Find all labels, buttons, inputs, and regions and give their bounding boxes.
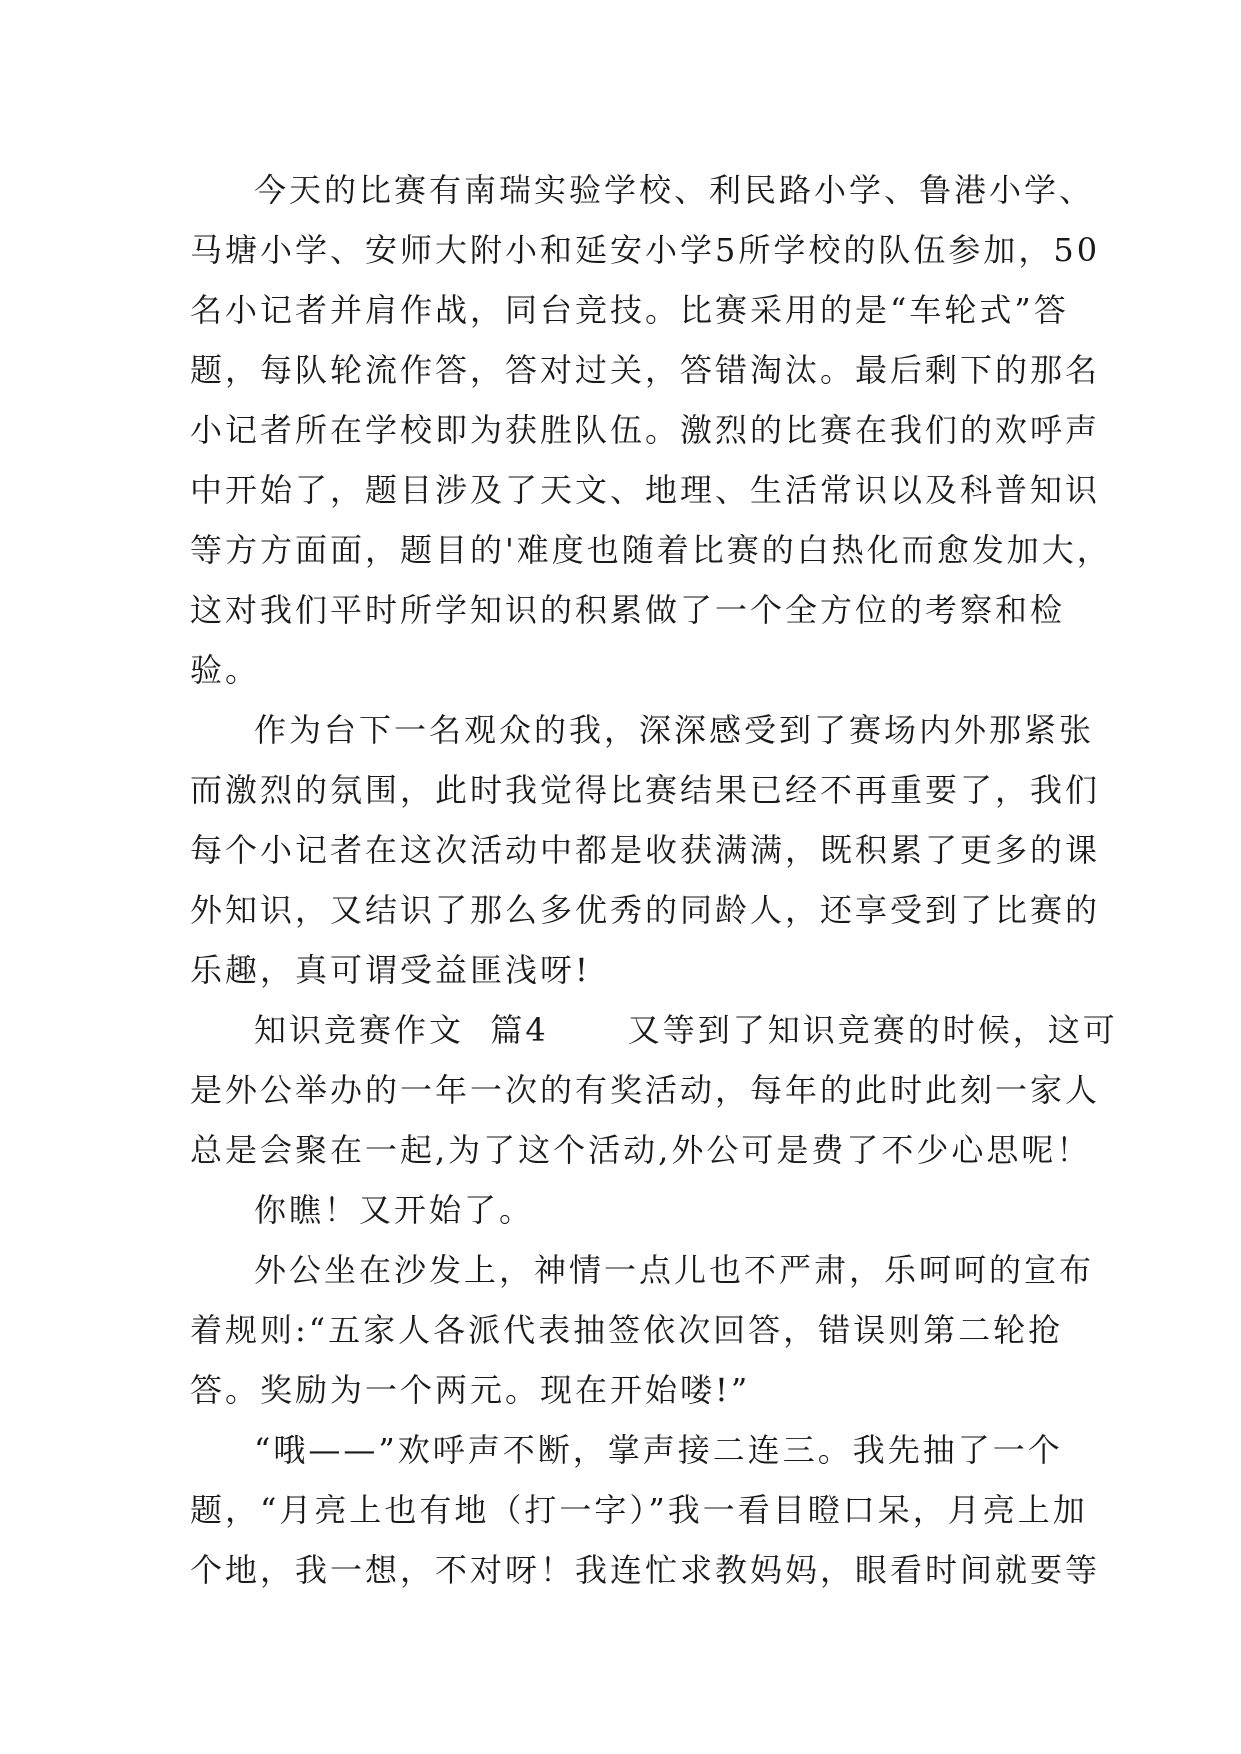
text-line: 题，每队轮流作答，答对过关，答错淘汰。最后剩下的那名 — [190, 351, 1101, 389]
text-line: 外知识，又结识了那么多优秀的同龄人，还享受到了比赛的 — [190, 891, 1101, 929]
text-line: 今天的比赛有南瑞实验学校、利民路小学、鲁港小学、 — [254, 171, 1095, 209]
text-line: 题，“月亮上也有地（打一字）”我一看目瞪口呆，月亮上加 — [190, 1491, 1088, 1529]
text-line: 验。 — [190, 651, 261, 689]
text-line: “哦——”欢呼声不断，掌声接二连三。我先抽了一个 — [254, 1431, 1063, 1469]
text-line: 答。奖励为一个两元。现在开始喽!” — [190, 1371, 751, 1409]
text-line: 这对我们平时所学知识的积累做了一个全方位的考察和检 — [190, 591, 1066, 629]
text-line: 总是会聚在一起,为了这个活动,外公可是费了不少心思呢！ — [190, 1131, 1092, 1169]
text-line: 个地，我一想，不对呀！我连忙求教妈妈，眼看时间就要等 — [190, 1551, 1101, 1589]
text-line: 名小记者并肩作战，同台竞技。比赛采用的是“车轮式”答 — [190, 291, 1069, 329]
text-line: 着规则:“五家人各派代表抽签依次回答，错误则第二轮抢 — [190, 1311, 1064, 1349]
paragraph-riddle — [190, 1420, 1101, 1600]
text-line: 作为台下一名观众的我，深深感受到了赛场内外那紧张 — [254, 711, 1095, 749]
text-line: 马塘小学、安师大附小和延安小学5所学校的队伍参加，50 — [190, 231, 1101, 269]
paragraph-grandpa-rules — [190, 1240, 1095, 1420]
text-line: 外公坐在沙发上，神情一点儿也不严肃，乐呵呵的宣布 — [254, 1251, 1095, 1289]
paragraph-essay-4-intro — [190, 1000, 1118, 1180]
paragraph-audience-reflection — [190, 700, 1101, 1000]
text-line: 等方方面面，题目的'难度也随着比赛的白热化而愈发加大， — [190, 531, 1112, 569]
paragraph-look-started — [190, 1180, 1070, 1240]
text-line: 小记者所在学校即为获胜队伍。激烈的比赛在我们的欢呼声 — [190, 411, 1101, 449]
text-line: 而激烈的氛围，此时我觉得比赛结果已经不再重要了，我们 — [190, 771, 1101, 809]
text-line: 是外公举办的一年一次的有奖活动，每年的此时此刻一家人 — [190, 1071, 1101, 1109]
text-line: 你瞧！又开始了。 — [254, 1191, 535, 1229]
article-body — [190, 160, 1118, 1600]
paragraph-competition-description — [190, 160, 1112, 700]
text-line: 乐趣，真可谓受益匪浅呀! — [190, 951, 591, 989]
text-line: 知识竞赛作文 篇4 又等到了知识竞赛的时候，这可 — [254, 1011, 1118, 1049]
text-line: 中开始了，题目涉及了天文、地理、生活常识以及科普知识 — [190, 471, 1101, 509]
text-line: 每个小记者在这次活动中都是收获满满，既积累了更多的课 — [190, 831, 1101, 869]
